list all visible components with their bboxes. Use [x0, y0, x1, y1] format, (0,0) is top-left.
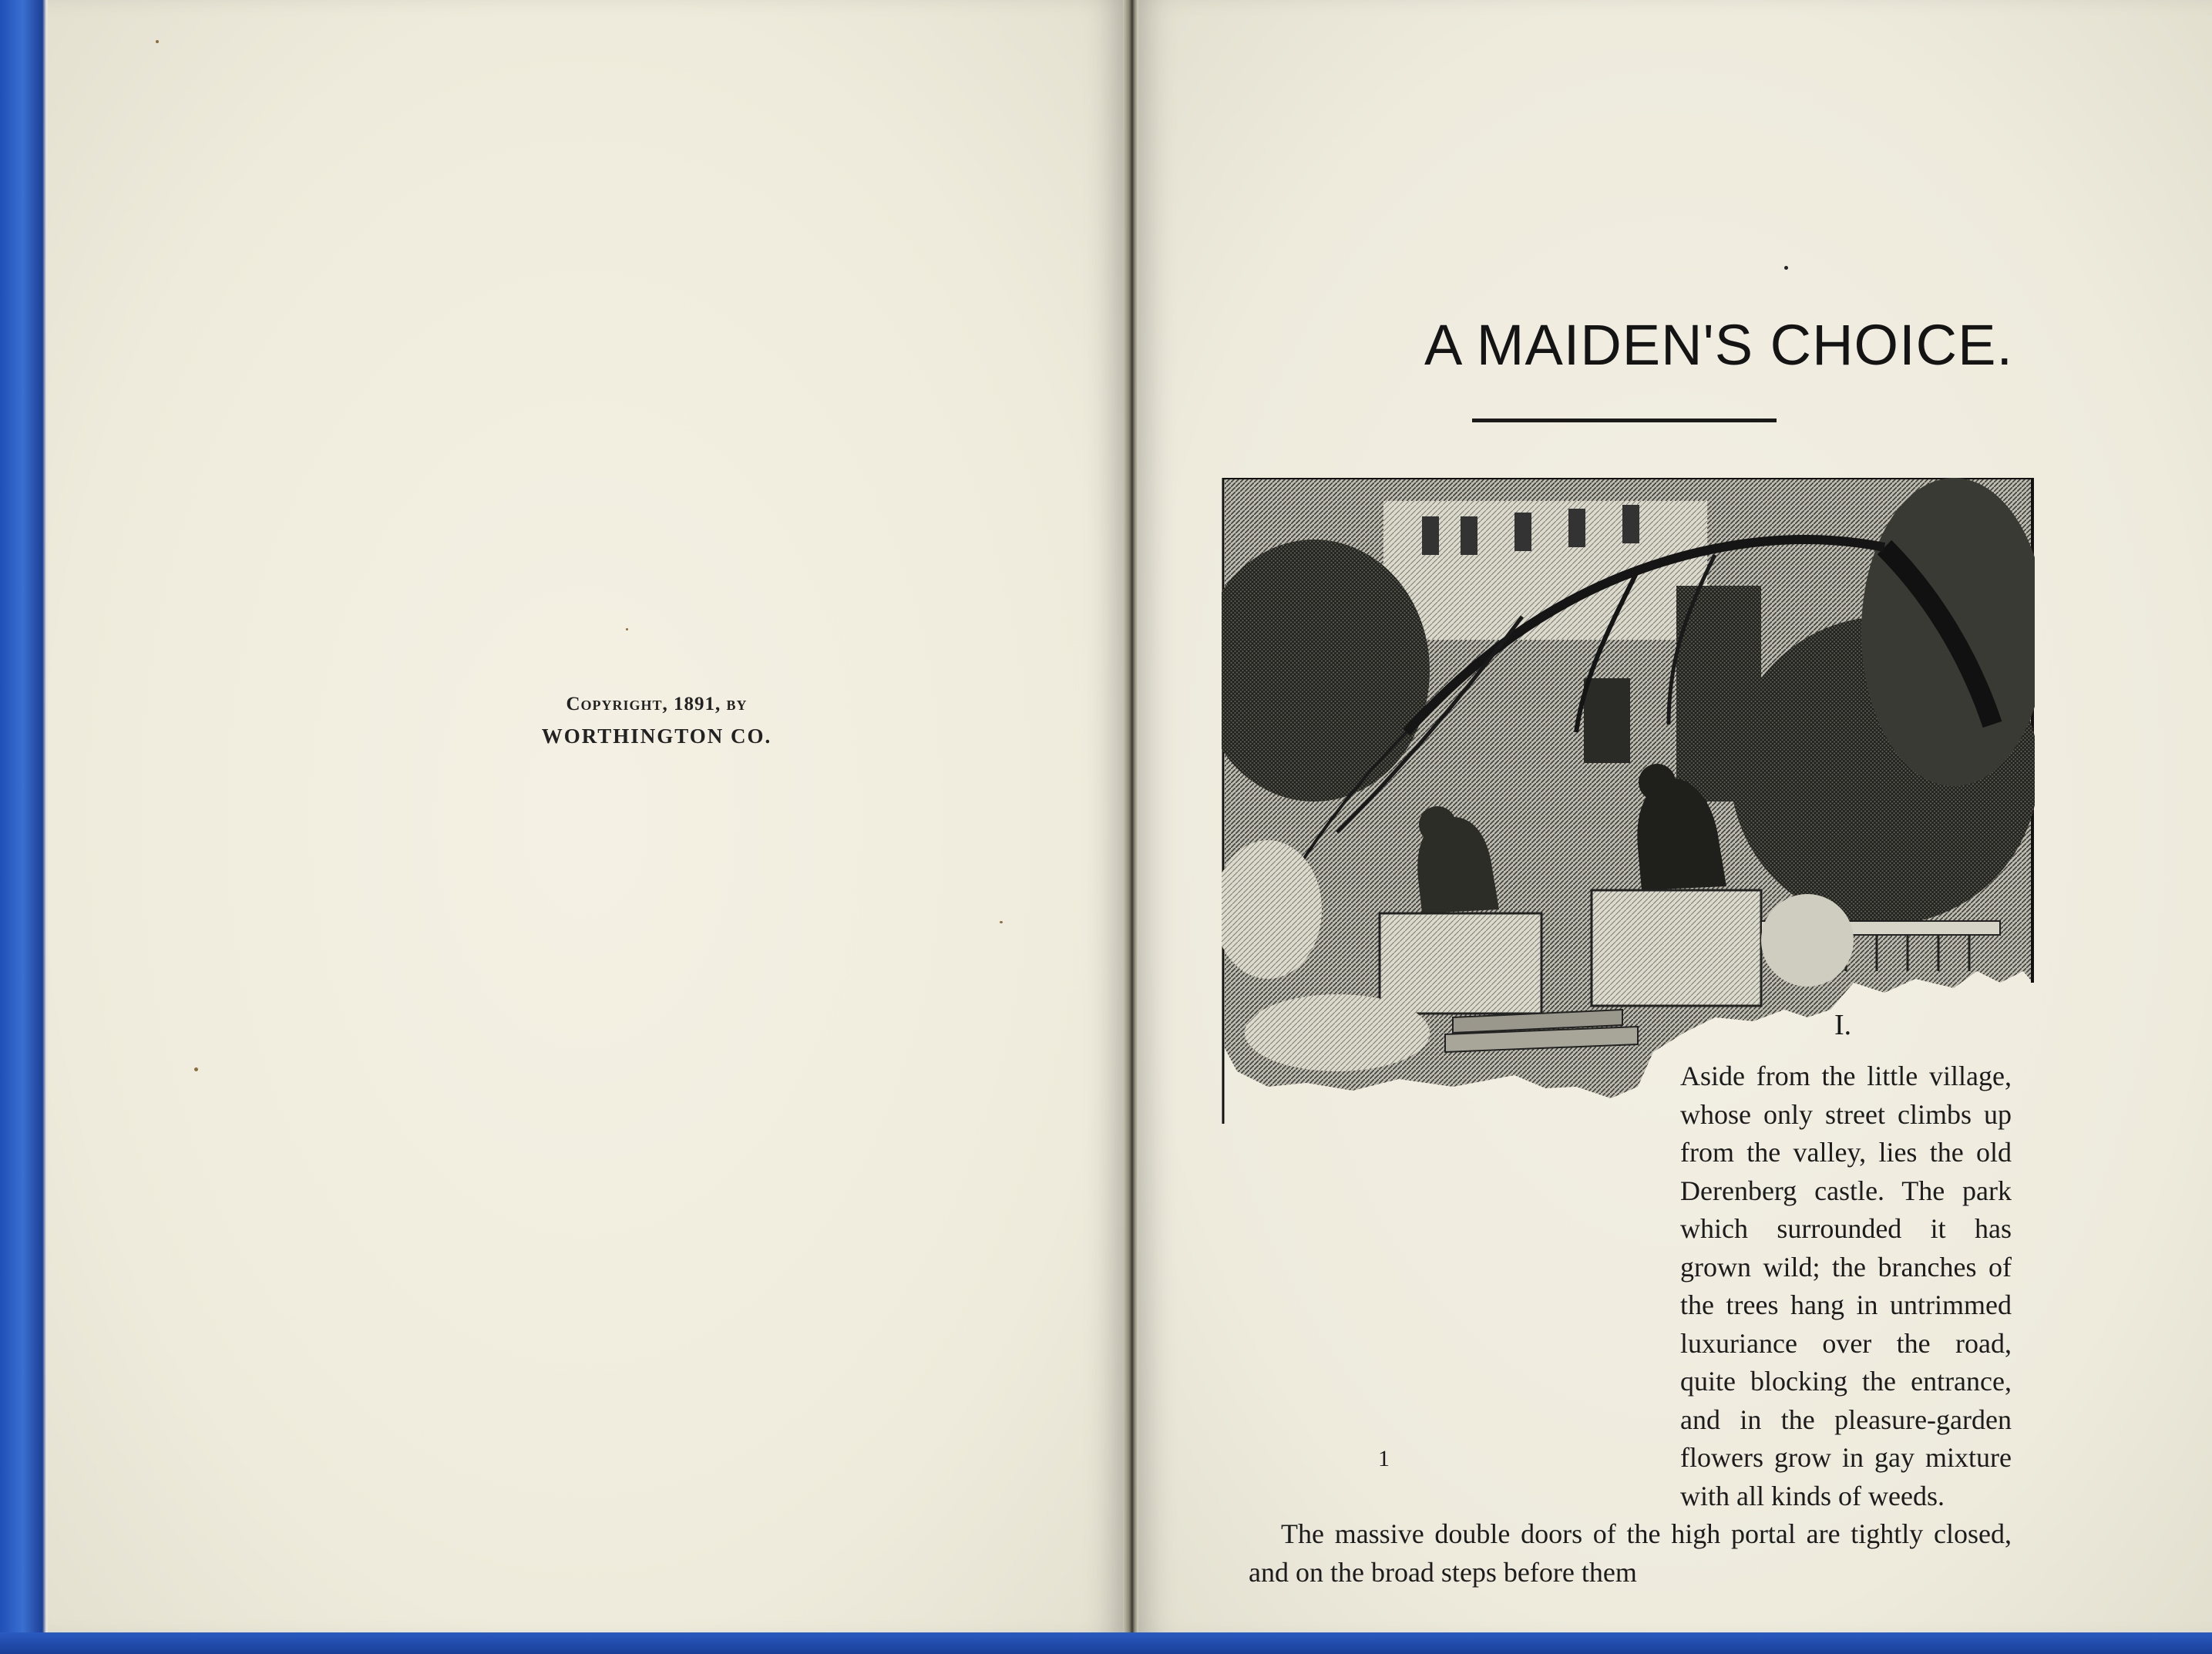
chapter-body [1249, 1057, 2012, 1592]
book-gutter [1123, 0, 1138, 1637]
chapter-title: A MAIDEN'S CHOICE. [1424, 313, 2014, 377]
chapter-number: I. [1834, 1009, 1852, 1041]
left-page [48, 0, 1123, 1637]
paragraph-1: Aside from the little village, whose only street climbs up from the valley, lies the old Derenberg castle. The park which surrounded it has grown wild; the branches of the trees hang in untrimmed luxuriance over the road, quite blocking the entrance, and in the pleasure-garden flowers grow in gay mixture with all kinds of weeds. [1680, 1061, 2012, 1511]
publisher-name: WORTHINGTON CO. [541, 724, 772, 748]
title-rule [1472, 419, 1777, 422]
copyright-line: Copyright, 1891, by [566, 694, 748, 714]
paragraph-2: The massive double doors of the high portal are tightly closed, and on the broad steps before them [1249, 1518, 2012, 1588]
cover-bottom-edge [0, 1632, 2212, 1654]
page-number: 1 [1378, 1446, 1390, 1471]
copyright-notice [487, 694, 826, 748]
park-illustration [1222, 478, 2035, 1124]
